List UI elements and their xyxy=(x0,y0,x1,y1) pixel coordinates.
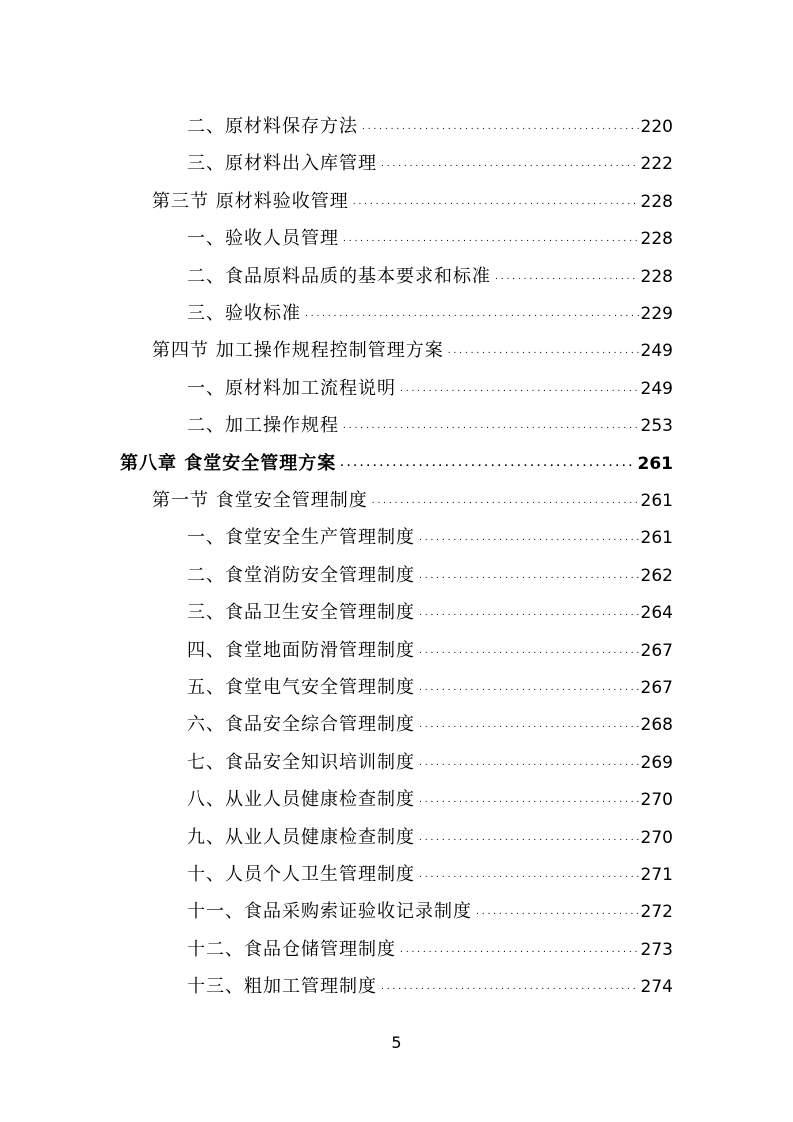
toc-entry-page: 270 xyxy=(640,790,673,811)
toc-entry-page: 267 xyxy=(640,640,673,661)
dot-leader xyxy=(419,786,639,811)
toc-entry-title: 十三、粗加工管理制度 xyxy=(187,976,377,998)
dot-leader xyxy=(353,188,639,213)
toc-entry[interactable] xyxy=(152,325,673,362)
toc-entry[interactable] xyxy=(120,438,673,475)
toc-entry-page: 269 xyxy=(640,752,673,773)
dot-leader xyxy=(305,300,639,325)
toc-entry-title: 十二、食品仓储管理制度 xyxy=(187,938,396,960)
dot-leader xyxy=(343,225,639,250)
dot-leader xyxy=(419,562,639,587)
toc-entry-title: 一、食堂安全生产管理制度 xyxy=(187,527,415,549)
toc-entry[interactable] xyxy=(187,662,673,699)
toc-entry[interactable] xyxy=(187,400,673,437)
dot-leader xyxy=(400,375,639,400)
dot-leader xyxy=(476,898,639,923)
toc-entry[interactable] xyxy=(187,101,673,138)
dot-leader xyxy=(419,637,639,662)
toc-entry-page: 249 xyxy=(640,341,673,362)
toc-entry[interactable] xyxy=(187,512,673,549)
dot-leader xyxy=(372,487,639,512)
dot-leader xyxy=(381,150,639,175)
toc-entry-page: 249 xyxy=(640,378,673,399)
dot-leader xyxy=(419,861,639,886)
toc-entry[interactable] xyxy=(187,213,673,250)
toc-entry-page: 274 xyxy=(640,977,673,998)
toc-entry-title: 第四节 加工操作规程控制管理方案 xyxy=(152,340,444,362)
dot-leader xyxy=(340,450,635,475)
dot-leader xyxy=(381,973,639,998)
toc-entry-title: 十一、食品采购索证验收记录制度 xyxy=(187,901,472,923)
toc-entry-page: 264 xyxy=(640,603,673,624)
toc-entry-page: 261 xyxy=(637,453,673,474)
toc-entry-title: 第八章 食堂安全管理方案 xyxy=(120,452,337,474)
dot-leader xyxy=(419,711,639,736)
dot-leader xyxy=(419,524,639,549)
toc-entry-page: 253 xyxy=(640,416,673,437)
toc-entry-page: 267 xyxy=(640,678,673,698)
toc-entry-title: 一、原材料加工流程说明 xyxy=(187,377,396,399)
toc-entry-title: 三、食品卫生安全管理制度 xyxy=(187,602,415,624)
toc-entry-page: 228 xyxy=(640,229,673,250)
dot-leader xyxy=(419,824,639,849)
toc-entry-title: 十、人员个人卫生管理制度 xyxy=(187,864,415,885)
toc-entry-title: 四、食堂地面防滑管理制度 xyxy=(187,639,415,661)
toc-entry-title: 二、加工操作规程 xyxy=(187,415,339,437)
dot-leader xyxy=(343,412,639,437)
toc-entry-page: 268 xyxy=(640,715,673,736)
toc-entry-title: 第三节 原材料验收管理 xyxy=(152,190,349,212)
toc-entry-title: 一、验收人员管理 xyxy=(187,228,339,250)
toc-entry-page: 229 xyxy=(640,304,673,324)
toc-entry-title: 三、原材料出入库管理 xyxy=(187,153,377,175)
toc-entry[interactable] xyxy=(187,774,673,811)
toc-entry[interactable] xyxy=(187,737,673,774)
toc-entry[interactable] xyxy=(187,288,673,325)
toc-entry-page: 262 xyxy=(640,565,673,586)
toc-entry-page: 272 xyxy=(640,902,673,923)
dot-leader xyxy=(419,599,639,624)
toc-entry-title: 二、食品原料品质的基本要求和标准 xyxy=(187,265,491,287)
toc-entry-title: 六、食品安全综合管理制度 xyxy=(187,714,415,736)
toc-entry-title: 八、从业人员健康检查制度 xyxy=(187,789,415,811)
toc-entry-page: 261 xyxy=(640,491,673,511)
toc-entry-title: 九、从业人员健康检查制度 xyxy=(187,826,415,848)
toc-entry-title: 三、验收标准 xyxy=(187,303,301,324)
toc-entry-page: 228 xyxy=(640,191,673,212)
dot-leader xyxy=(448,337,639,362)
toc-entry[interactable] xyxy=(187,363,673,400)
toc-entry-title: 二、食堂消防安全管理制度 xyxy=(187,564,415,586)
toc-entry[interactable] xyxy=(187,886,673,923)
toc-entry[interactable] xyxy=(187,812,673,849)
dot-leader xyxy=(400,936,639,961)
toc-entry[interactable] xyxy=(187,924,673,961)
toc-entry[interactable] xyxy=(187,550,673,587)
dot-leader xyxy=(419,674,639,699)
dot-leader xyxy=(495,263,639,288)
toc-entry[interactable] xyxy=(187,251,673,288)
toc-entry-page: 222 xyxy=(640,154,673,175)
toc-entry-title: 第一节 食堂安全管理制度 xyxy=(152,490,368,511)
toc-entry[interactable] xyxy=(152,176,673,213)
toc-entry[interactable] xyxy=(187,961,673,998)
dot-leader xyxy=(362,113,639,138)
toc-entry[interactable] xyxy=(152,475,673,512)
toc-entry[interactable] xyxy=(187,699,673,736)
page-number: 5 xyxy=(391,1033,402,1052)
toc-entry[interactable] xyxy=(187,625,673,662)
toc-entry-title: 二、原材料保存方法 xyxy=(187,116,358,137)
toc-entry-page: 261 xyxy=(640,528,673,549)
toc-entry-page: 270 xyxy=(640,827,673,848)
toc-entry-page: 273 xyxy=(640,939,673,960)
toc-entry[interactable] xyxy=(187,587,673,624)
dot-leader xyxy=(419,749,639,774)
toc-entry[interactable] xyxy=(187,138,673,175)
toc-entry-page: 220 xyxy=(640,117,673,137)
toc-entry-title: 七、食品安全知识培训制度 xyxy=(187,751,415,773)
toc-entry-page: 271 xyxy=(640,865,673,885)
toc-entry[interactable] xyxy=(187,849,673,886)
toc-entry-page: 228 xyxy=(640,266,673,287)
toc-entry-title: 五、食堂电气安全管理制度 xyxy=(187,677,415,698)
